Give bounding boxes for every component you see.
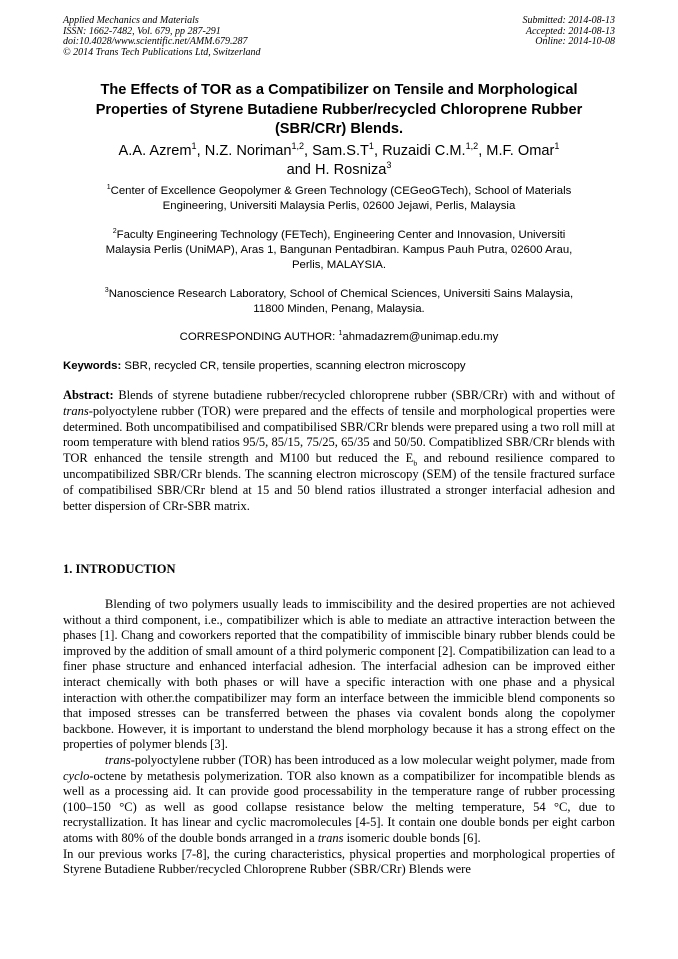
section-heading: 1. INTRODUCTION [63,562,176,576]
affiliation-mark: 1 [106,184,111,192]
author-list [40,142,638,180]
affiliation-text: Center of Excellence Geopolymer & Green Technology (CEGeoGTech), School of Materials [110,185,572,197]
affiliation-mark: 3 [104,287,109,295]
intro-paragraph-1: Blending of two polymers usually leads to immiscibility and the desired properties are not achieved without a third component, i.e., compatibilizer which is able to mediate an attractive interaction between the phases [1]. Chang and coworkers reported that the compatibility of immiscible binary rubber blends could be improved by the addition of small amount of a third polymeric component [2]. Compatibilization can lead to a finer phase structure and enhanced interfacial adhesion. The interfacial adhesion can be improved either interact chemically with both phases or will have a specific interaction with one phase and a physical interaction with other.the compatibilizer may form an interface between the immicible blend components so that imposed stresses can be transferred between the phases via covalent bonds along the copolymer backbone. However, it is important to understand the blend morphology because it has a strong effect on the properties of polymer blends [3]. [63,597,615,752]
author-affiliation-mark: 3 [386,160,392,171]
affiliation-line: 11800 Minden, Penang, Malaysia. [253,303,425,315]
intro-italic: cyclo [63,768,90,783]
intro-italic: trans [317,830,344,845]
journal-copyright: © 2014 Trans Tech Publications Ltd, Switzerland [63,46,261,58]
intro-paragraph-2 [63,753,615,847]
author-name: Ruzaidi C.M. [382,143,466,159]
affiliation-2 [63,228,615,273]
affiliation-mark: 2 [112,228,117,236]
abstract-label: Abstract: [63,388,114,402]
affiliation-line: Engineering, Universiti Malaysia Perlis, 02600 Jejawi, Perlis, Malaysia [162,200,516,212]
affiliation-1 [63,184,615,214]
intro-text: -octene by metathesis polymerization. TOR also known as a compatibilizer for incompatible blends as well as a processing aid. It can provide good processability in the temperature range of rubber processing (100–150 °C) as well as good collapse resistance below the melting temperature, 54 °C, due to recrystallization. It has linear and cyclic macromolecules [4-5]. It contain one double bonds per eight carbon atoms with 80% of the double bonds arranged in a [63,768,615,845]
abstract-subscript: b [413,458,418,468]
submission-dates [523,16,616,48]
affiliation-line: Malaysia Perlis (UniMAP), Aras 1, Bangunan Pentadbiran. Kampus Pauh Putra, 02600 Arau, [105,244,573,256]
intro-paragraph-3: In our previous works [7-8], the curing characteristics, physical properties and morphological properties of Styrene Butadiene Rubber/recycled Chloroprene Rubber (SBR/CRr) Blends were [63,846,615,877]
intro-text: isomeric double bonds [6]. [343,830,481,845]
author-line [40,161,638,180]
corresponding-mark: 1 [338,330,343,338]
author-name: Sam.S.T [312,143,369,159]
title-line: The Effects of TOR as a Compatibilizer on Tensile and Morphological [100,82,578,98]
abstract-text: and rebound resilience compared to uncompatibilized SBR/CRr blends. The scanning electron microscopy (SEM) of the tensile fractured surface of compatibilised SBR/CRr blend at 15 and 50 blend ratios illustrated a stronger interfacial adhesion and better dispersion of CRr-SBR matrix. [63,451,615,513]
intro-text: -polyoctylene rubber (TOR) has been introduced as a low molecular weight polymer, made from [130,752,615,767]
corresponding-label: CORRESPONDING AUTHOR: [179,331,339,343]
submitted-date: Submitted: 2014-08-13 [522,15,615,26]
author-affiliation-mark: 1,2 [291,141,305,152]
keywords-label: Keywords: [63,360,122,372]
abstract [63,388,615,514]
corresponding-email: ahmadazrem@unimap.edu.my [342,331,499,343]
keywords [63,359,615,374]
author-affiliation-mark: 1 [554,141,560,152]
author-name: N.Z. Noriman [204,143,292,159]
intro-italic: trans [105,752,131,767]
author-affiliation-mark: 1 [191,141,197,152]
author-affiliation-mark: 1,2 [465,141,479,152]
journal-issn: ISSN: 1662-7482, Vol. 679, pp 287-291 [63,25,221,37]
affiliation-text: Nanoscience Research Laboratory, School of Chemical Sciences, Universiti Sains Malaysia, [108,288,574,300]
title-line: (SBR/CRr) Blends. [274,121,404,137]
accepted-date: Accepted: 2014-08-13 [525,25,615,37]
abstract-text: Blends of styrene butadiene rubber/recycled chloroprene rubber (SBR/CRr) with and without of [113,388,615,402]
journal-name: Applied Mechanics and Materials [63,15,199,26]
author-affiliation-mark: 1 [368,141,374,152]
online-date: Online: 2014-10-08 [535,36,615,48]
affiliation-line [63,184,615,199]
author-name: A.A. Azrem [118,143,192,159]
affiliation-line: Perlis, MALAYSIA. [291,259,387,271]
keywords-text: SBR, recycled CR, tensile properties, scanning electron microscopy [121,360,466,372]
affiliation-line [63,228,615,243]
abstract-italic: trans [63,403,89,418]
journal-doi: doi:10.4028/www.scientific.net/AMM.679.287 [63,36,248,48]
journal-info [63,16,261,58]
author-name: M.F. Omar [486,143,555,159]
affiliation-text: Faculty Engineering Technology (FETech), Engineering Center and Innovasion, Universiti [116,229,566,241]
paper-title [40,81,638,140]
title-line: Properties of Styrene Butadiene Rubber/recycled Chloroprene Rubber [95,101,583,118]
corresponding-author [63,330,615,345]
author-line: A.A. Azrem$^1$, N.Z. Noriman$^{1,2}$, $Sam.S.T^1$, Ruzaidi C.M.$^{1,2}$, M.F. Omar$^1$ [118,141,560,159]
affiliation-line [63,287,615,302]
affiliation-3 [63,287,615,317]
author-name: and H. Rosniza [286,162,387,178]
abstract-text: -polyoctylene rubber (TOR) were prepared and the effects of tensile and morphological properties were determined. Both uncompatibilised and compatibilised SBR/CRr blends were prepared using a two roll mill at room temperature with blend ratios 95/5, 85/15, 75/25, 65/35 and 50/50. Compatiblized SBR/CRr blends with TOR enhanced the tensile strength and M100 but reduced the E [63,403,615,466]
introduction-body [63,597,615,878]
